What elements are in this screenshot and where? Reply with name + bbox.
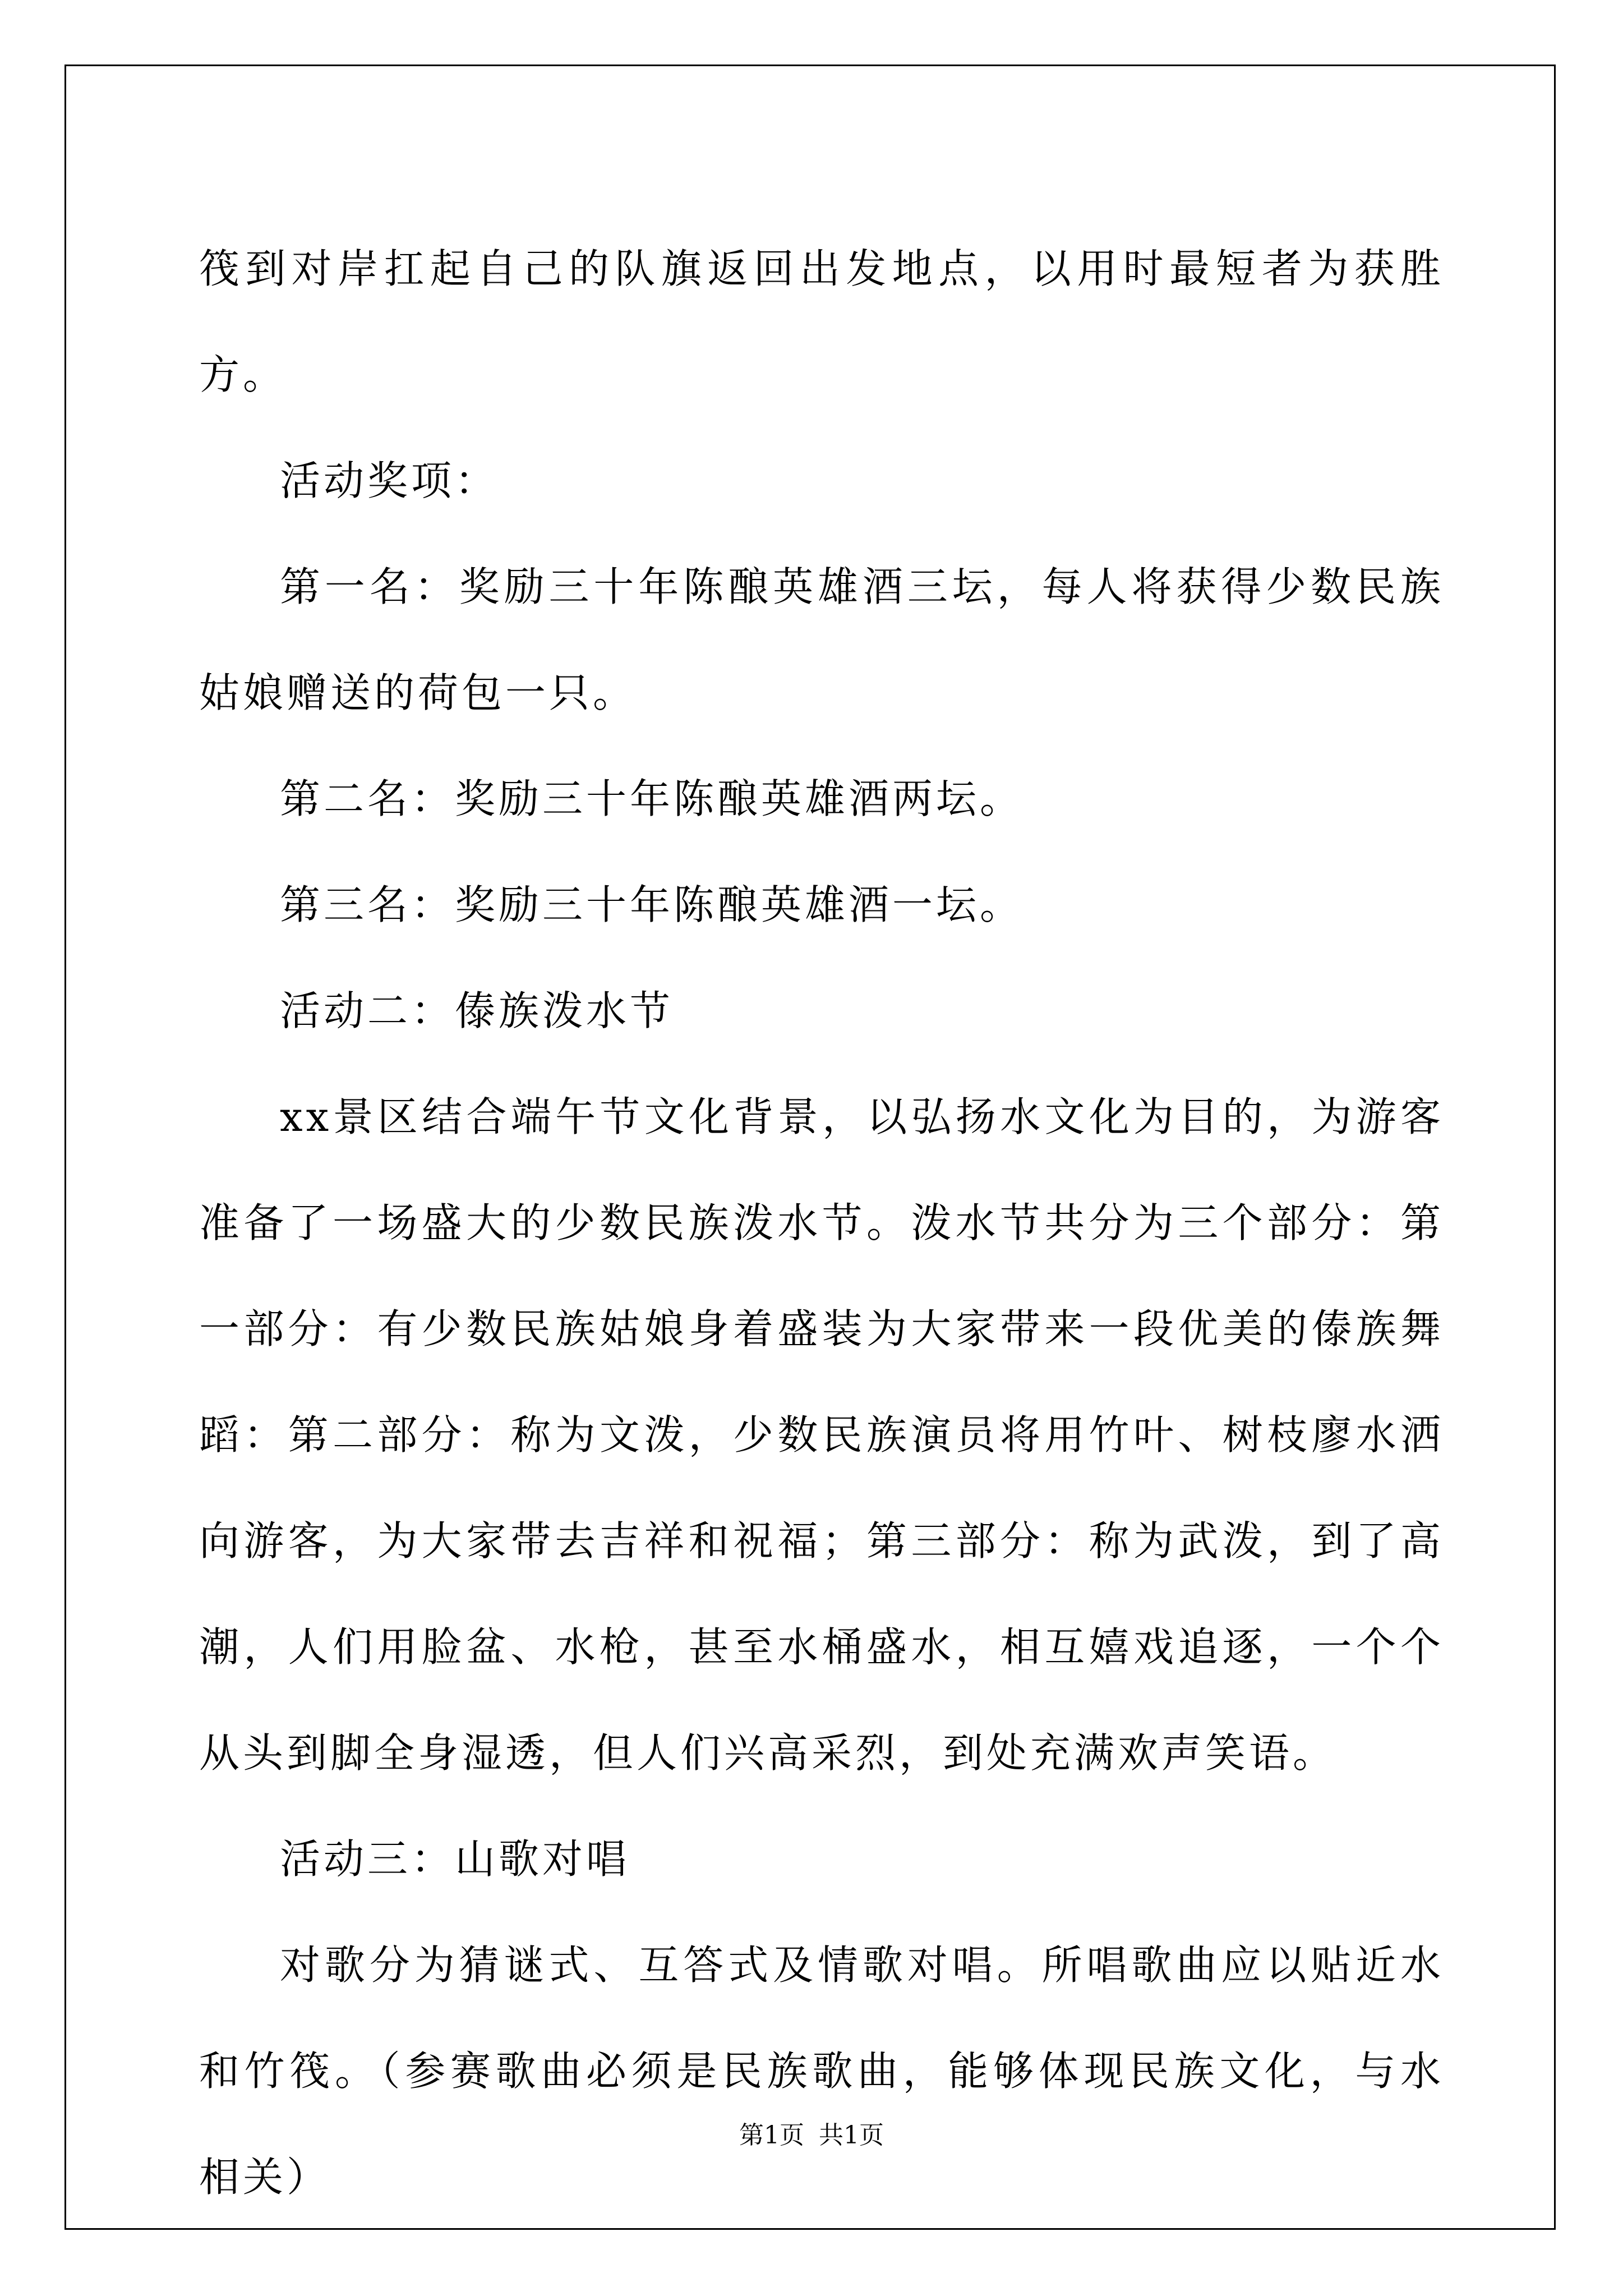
- paragraph-activity-three-heading: 活动三：山歌对唱: [280, 1835, 630, 1883]
- page-number: 第1页: [739, 2121, 804, 2150]
- paragraph-continuation: 筏到对岸扛起自己的队旗返回出发地点，以用时最短者为获胜方。: [199, 245, 1444, 398]
- paragraph-second-prize: 第二名：奖励三十年陈酿英雄酒两坛。: [280, 775, 1024, 822]
- paragraph-folk-song: 对歌分为猜谜式、互答式及情歌对唱。所唱歌曲应以贴近水和竹筏。（参赛歌曲必须是民族歌曲，能够体现民族文化，与水相关）: [199, 1941, 1444, 2201]
- paragraph-third-prize: 第三名：奖励三十年陈酿英雄酒一坛。: [280, 881, 1024, 928]
- paragraph-first-prize: 第一名：奖励三十年陈酿英雄酒三坛，每人将获得少数民族姑娘赠送的荷包一只。: [199, 563, 1444, 716]
- paragraph-activity-two-heading: 活动二：傣族泼水节: [280, 987, 674, 1034]
- paragraph-water-festival: xx景区结合端午节文化背景，以弘扬水文化为目的，为游客准备了一场盛大的少数民族泼水节。泼水节共分为三个部分：第一部分：有少数民族姑娘身着盛装为大家带来一段优美的傣族舞蹈：第二部分：称为文泼，少数民族演员将用竹叶、树枝廖水洒向游客，为大家带去吉祥和祝福；第三部分：称为武泼，到了高潮，人们用脸盆、水枪，甚至水桶盛水，相互嬉戏追逐，一个个从头到脚全身湿透，但人们兴高采烈，到处充满欢声笑语。: [199, 1093, 1444, 1777]
- page-footer: [0, 2119, 1623, 2152]
- paragraph-awards-heading: 活动奖项：: [280, 457, 499, 504]
- document-body: [199, 216, 1444, 2230]
- page-total: 共1页: [819, 2121, 884, 2150]
